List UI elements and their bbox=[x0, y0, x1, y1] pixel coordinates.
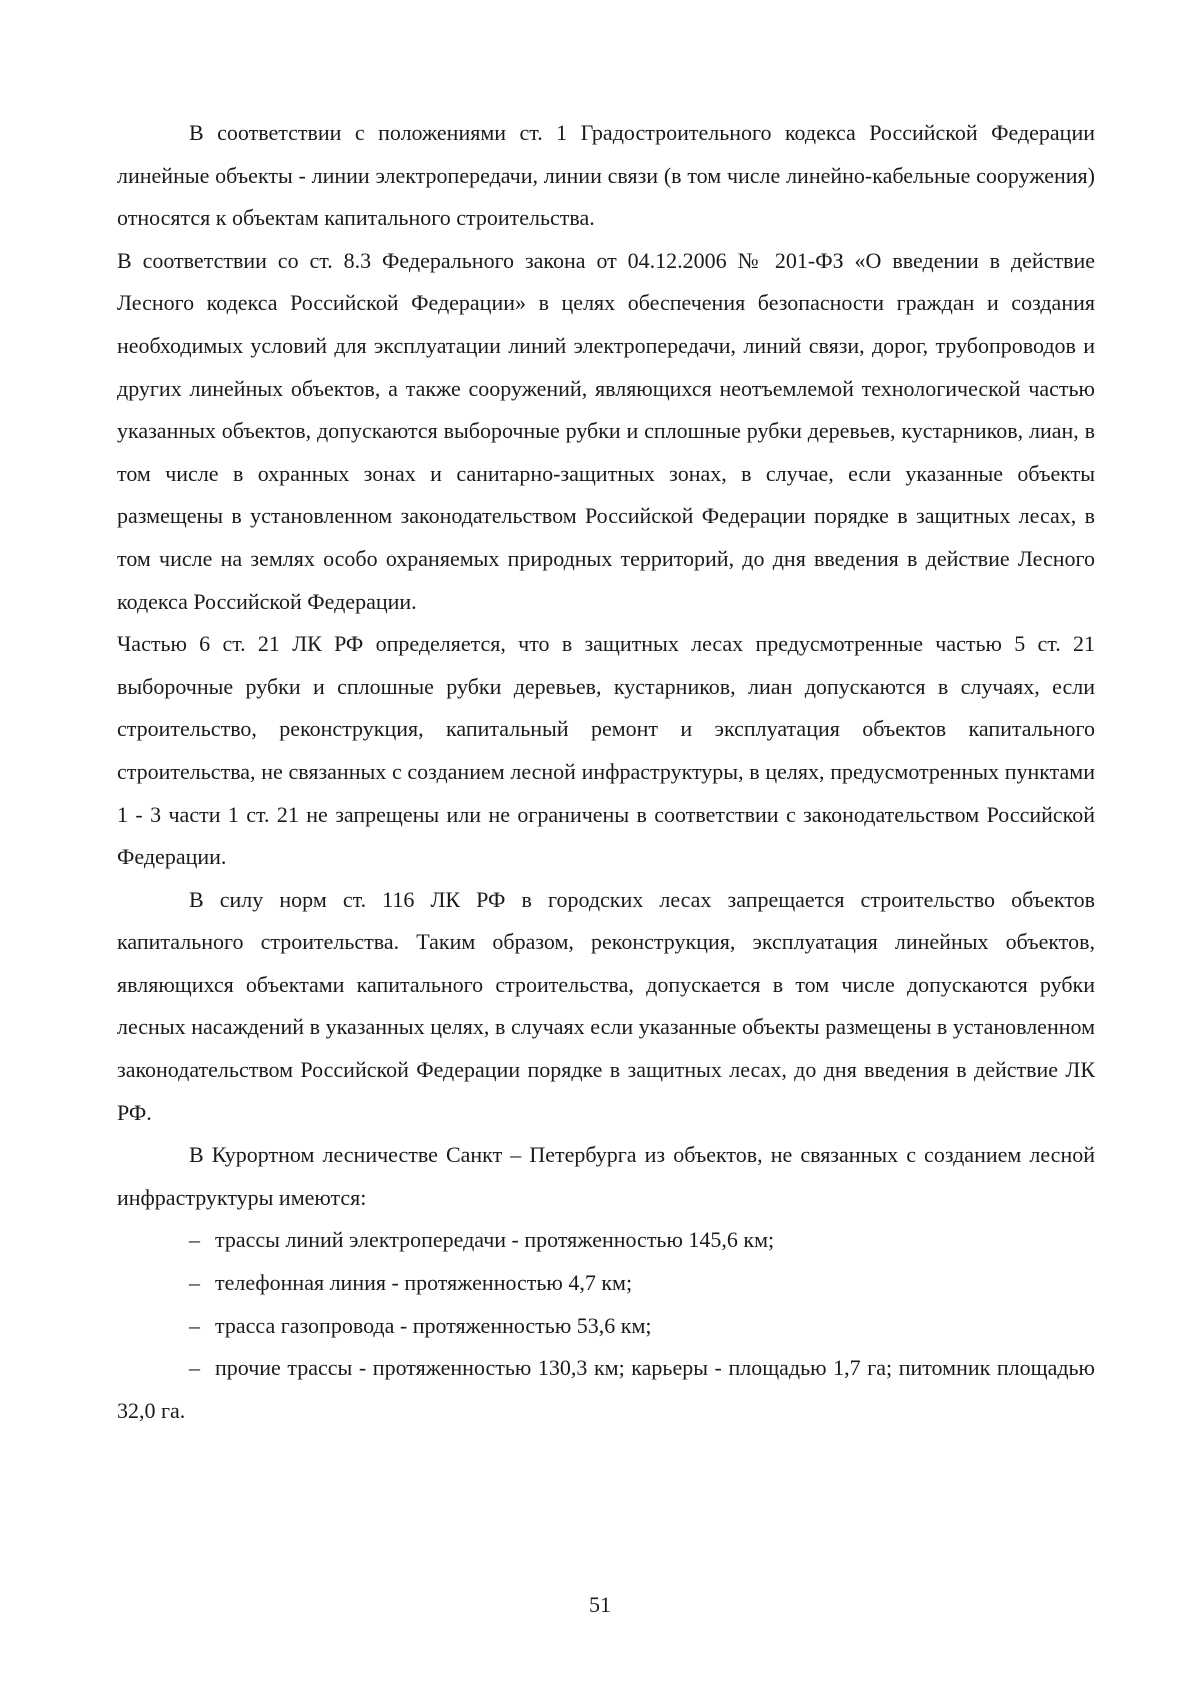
list-item bbox=[117, 1219, 1095, 1262]
paragraph-3: Частью 6 ст. 21 ЛК РФ определяется, что в защитных лесах предусмотренные частью 5 ст. 21 выборочные рубки и сплошные рубки деревьев, кустарников, лиан допускаются в случаях, если строительство, реконструкция, капитальный ремонт и эксплуатация объектов капитального строительства, не связанных с созданием лесной инфраструктуры, в целях, предусмотренных пунктами 1 - 3 части 1 ст. 21 не запрещены или не ограничены в соответствии с законодательством Российской Федерации. bbox=[117, 631, 1095, 870]
paragraph-4: В силу норм ст. 116 ЛК РФ в городских лесах запрещается строительство объектов капитального строительства. Таким образом, реконструкция, эксплуатация линейных объектов, являющихся объектами капитального строительства, допускается в том числе допускаются рубки лесных насаждений в указанных целях, в случаях если указанные объекты размещены в установленном законодательством Российской Федерации порядке в защитных лесах, до дня введения в действие ЛК РФ. bbox=[117, 886, 1095, 1125]
paragraph-2: В соответствии со ст. 8.3 Федерального закона от 04.12.2006 № 201-ФЗ «О введении в действие Лесного кодекса Российской Федерации» в целях обеспечения безопасности граждан и создания необходимых условий для эксплуатации линий электропередачи, линий связи, дорог, трубопроводов и других линейных объектов, а также сооружений, являющихся неотъемлемой технологической частью указанных объектов, допускаются выборочные рубки и сплошные рубки деревьев, кустарников, лиан, в том числе в охранных зонах и санитарно-защитных зонах, в случае, если указанные объекты размещены в установленном законодательством Российской Федерации порядке в защитных лесах, в том числе на землях особо охраняемых природных территорий, до дня введения в действие Лесного кодекса Российской Федерации. bbox=[117, 247, 1095, 614]
page-number: 51 bbox=[589, 1592, 611, 1617]
list-item-text: телефонная линия - протяженностью 4,7 км; bbox=[215, 1270, 633, 1296]
list-item bbox=[117, 1262, 1095, 1305]
list-marker: – bbox=[189, 1270, 200, 1296]
objects-list bbox=[117, 1219, 1095, 1432]
list-marker: – bbox=[189, 1355, 200, 1381]
list-item-text: трассы линий электропередачи - протяженностью 145,6 км; bbox=[215, 1227, 775, 1253]
body-text bbox=[117, 112, 1095, 1432]
paragraph-1: В соответствии с положениями ст. 1 Градостроительного кодекса Российской Федерации линейные объекты - линии электропередачи, линии связи (в том числе линейно-кабельные сооружения) относятся к объектам капитального строительства. bbox=[117, 120, 1095, 231]
list-item bbox=[117, 1347, 1095, 1432]
list-item-text: трасса газопровода - протяженностью 53,6 км; bbox=[215, 1312, 652, 1338]
list-item bbox=[117, 1305, 1095, 1348]
paragraph-5: В Курортном лесничестве Санкт – Петербурга из объектов, не связанных с созданием лесной инфраструктуры имеются: bbox=[117, 1142, 1095, 1210]
list-marker: – bbox=[189, 1227, 200, 1253]
list-item-text: прочие трассы - протяженностью 130,3 км; карьеры - площадью 1,7 га; питомник площадью 32,0 га. bbox=[117, 1355, 1095, 1423]
list-marker: – bbox=[189, 1312, 200, 1338]
